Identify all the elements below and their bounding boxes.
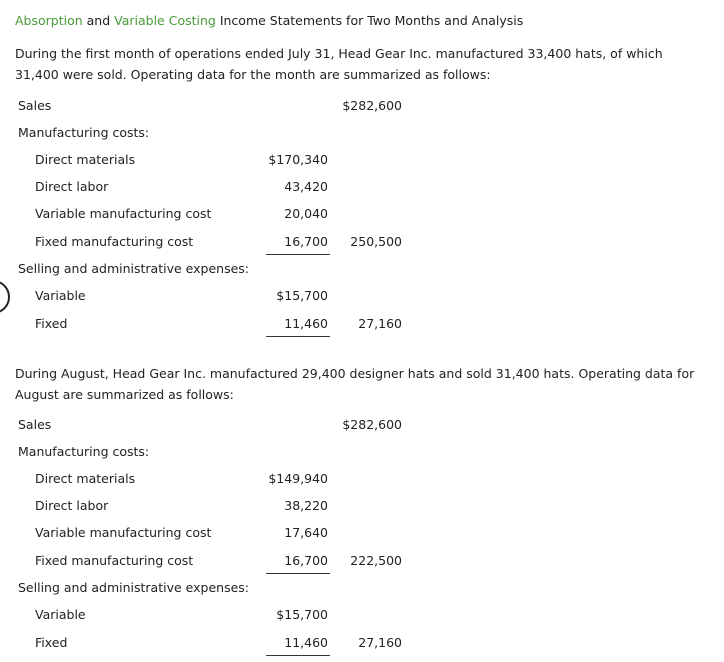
august-sales-row [0,417,724,437]
august-direct-materials-value: $149,940 [268,471,328,486]
july-sga-fixed-value: 11,460 [284,316,328,331]
august-sales-value: $282,600 [342,417,402,432]
absorption-link[interactable]: Absorption [15,13,83,28]
august-sga-total: 27,160 [358,635,402,650]
august-sga-fixed-label: Fixed [35,635,68,650]
july-mfg-label: Manufacturing costs: [18,125,150,140]
july-direct-labor-row [0,179,724,199]
july-variable-mfg-row [0,206,724,226]
august-mfg-underline [266,573,330,574]
july-fixed-mfg-value: 16,700 [284,234,328,249]
july-intro: During the first month of operations ended July 31, Head Gear Inc. manufactured 33,400 hats, of which 31,400 were sold. Operating data for the month are summarized as follows: [15,46,663,82]
july-mfg-header [0,125,724,145]
variable-costing-link[interactable]: Variable Costing [114,13,216,28]
august-sga-header [0,580,724,600]
july-fixed-mfg-row [0,234,724,254]
july-sga-header [0,261,724,281]
july-fixed-mfg-label: Fixed manufacturing cost [35,234,194,249]
july-sales-value: $282,600 [342,98,402,113]
july-direct-materials-row [0,152,724,172]
august-fixed-mfg-value: 16,700 [284,553,328,568]
august-direct-labor-label: Direct labor [35,498,109,513]
august-fixed-mfg-row [0,553,724,573]
august-intro: During August, Head Gear Inc. manufactured 29,400 designer hats and sold 31,400 hats. Operating data for August are summarized as follows: [15,366,695,402]
july-sales-label: Sales [18,98,52,113]
august-sga-underline [266,655,330,656]
august-variable-mfg-label: Variable manufacturing cost [35,525,212,540]
july-sga-variable-label: Variable [35,288,86,303]
august-direct-labor-row [0,498,724,518]
july-sga-fixed-row [0,316,724,336]
august-sga-variable-row [0,607,724,627]
page-title [15,13,523,28]
july-sga-total: 27,160 [358,316,402,331]
august-sga-fixed-value: 11,460 [284,635,328,650]
august-sales-label: Sales [18,417,52,432]
july-sga-underline [266,336,330,337]
july-mfg-total: 250,500 [350,234,402,249]
title-rest: Income Statements for Two Months and Analysis [215,13,524,28]
title-and: and [82,13,115,28]
july-variable-mfg-value: 20,040 [284,206,328,221]
july-sga-fixed-label: Fixed [35,316,68,331]
august-sga-variable-value: $15,700 [276,607,328,622]
august-direct-labor-value: 38,220 [284,498,328,513]
july-sga-label: Selling and administrative expenses: [18,261,249,276]
july-direct-labor-value: 43,420 [284,179,328,194]
july-direct-materials-value: $170,340 [268,152,328,167]
july-variable-mfg-label: Variable manufacturing cost [35,206,212,221]
july-sga-variable-row [0,288,724,308]
august-fixed-mfg-label: Fixed manufacturing cost [35,553,194,568]
august-mfg-header [0,444,724,464]
july-sga-variable-value: $15,700 [276,288,328,303]
august-mfg-label: Manufacturing costs: [18,444,150,459]
july-direct-materials-label: Direct materials [35,152,136,167]
august-sga-fixed-row [0,635,724,655]
august-direct-materials-label: Direct materials [35,471,136,486]
july-mfg-underline [266,254,330,255]
august-sga-variable-label: Variable [35,607,86,622]
august-mfg-total: 222,500 [350,553,402,568]
august-sga-label: Selling and administrative expenses: [18,580,249,595]
july-sales-row [0,98,724,118]
august-variable-mfg-row [0,525,724,545]
august-variable-mfg-value: 17,640 [284,525,328,540]
august-direct-materials-row [0,471,724,491]
july-direct-labor-label: Direct labor [35,179,109,194]
